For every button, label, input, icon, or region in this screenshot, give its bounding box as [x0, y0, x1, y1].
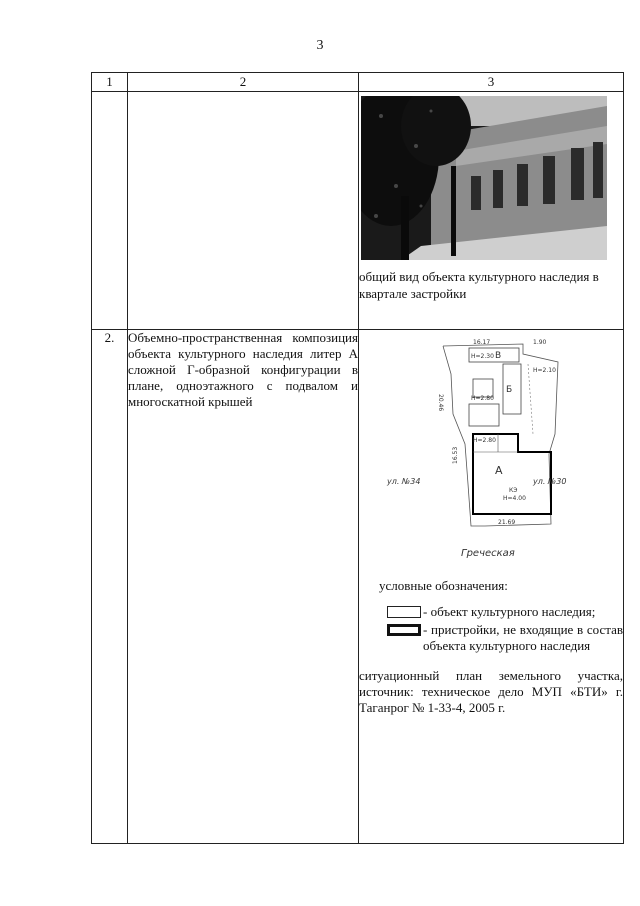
- plan-label: 1.90: [533, 339, 547, 346]
- table-row: [92, 330, 624, 844]
- row1-description-cell: [128, 92, 359, 330]
- plan-label: Н=2.80: [471, 395, 494, 402]
- plan-label: 16.53: [452, 446, 459, 464]
- legend-annex: [359, 622, 623, 654]
- plan-label: А: [495, 464, 503, 477]
- situation-plan: [373, 334, 573, 564]
- column-header-2: 2: [128, 73, 359, 92]
- plan-label: ул. №34: [387, 477, 421, 486]
- plan-street-label: Греческая: [461, 548, 515, 559]
- plan-label: В: [495, 351, 502, 361]
- row2-number-cell: 2.: [92, 330, 128, 844]
- legend-thick-box-icon: [387, 624, 421, 636]
- row2-description: Объемно-пространственная композиция объекта культурного наследия литер А сложной Г-образной конфигурации в плане, одноэтажного с подвалом и многоскатной крышей: [128, 330, 359, 844]
- plan-label: ул. №30: [533, 477, 567, 486]
- plan-label: 16.17: [473, 339, 491, 346]
- photo-caption: общий вид объекта культурного наследия в квартале застройки: [359, 269, 599, 301]
- plan-label: Б: [506, 385, 513, 395]
- building-photo: [361, 96, 607, 260]
- legend-object: [359, 604, 623, 620]
- legend-annex-text: - пристройки, не входящие в состав объекта культурного наследия: [423, 622, 623, 653]
- column-header-1: 1: [92, 73, 128, 92]
- plan-label: Н=4.00: [503, 495, 526, 502]
- legend-object-text: - объект культурного наследия;: [423, 604, 596, 619]
- row1-image-cell: [359, 92, 624, 330]
- column-header-3: 3: [359, 73, 624, 92]
- row1-number-cell: [92, 92, 128, 330]
- plan-label: 21.69: [498, 519, 516, 526]
- legend-thin-box-icon: [387, 606, 421, 618]
- page-number: 3: [316, 38, 324, 53]
- situation-plan-caption: ситуационный план земельного участка, источник: техническое дело МУП «БТИ» г. Таганрог № 1-33-4, 2005 г.: [359, 668, 623, 715]
- row2-plan-cell: [359, 330, 624, 844]
- table-row: [92, 92, 624, 330]
- plan-label: Н=2.80: [473, 437, 496, 444]
- legend-title: условные обозначения:: [379, 578, 508, 593]
- heritage-table: [91, 72, 624, 844]
- table-header-row: [92, 73, 624, 92]
- plan-label: КЭ: [509, 487, 518, 494]
- plan-label: 20.46: [437, 394, 444, 412]
- plan-label: Н=2.10: [533, 367, 556, 374]
- plan-label: Н=2.30: [471, 353, 494, 360]
